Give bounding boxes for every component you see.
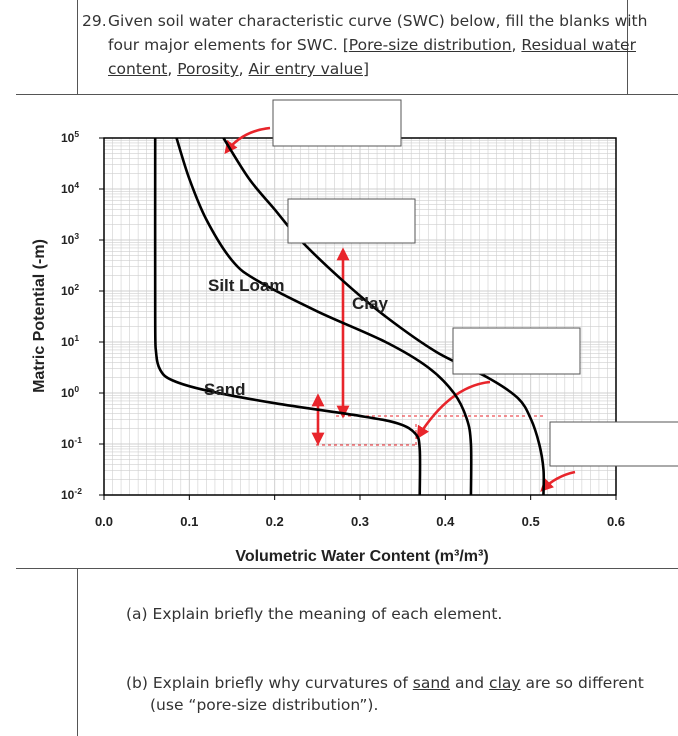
blank-box-1 [273, 100, 401, 146]
part-b-sand: sand [412, 674, 451, 692]
x-tick-label: 0.4 [436, 514, 455, 529]
part-b-line2: (use “pore-size distribution”). [150, 696, 379, 714]
y-tick-label: $10^1$ [61, 333, 80, 349]
arrow-blank-1 [226, 128, 270, 152]
question-number: 29. [82, 12, 107, 30]
x-tick-label: 0.0 [94, 514, 114, 529]
labels [204, 276, 388, 399]
y-tick-label: $10^{-1}$ [61, 435, 82, 451]
option-residual: Residual water content [108, 36, 636, 78]
label-sand: Sand [204, 380, 246, 399]
x-tick-label: 0.1 [180, 514, 199, 529]
part-b-clay: clay [489, 674, 521, 692]
arrow-blank-4 [542, 472, 575, 490]
y-tick-label: $10^{-2}$ [61, 486, 82, 502]
question-prompt: Given soil water characteristic curve (SWC) below, fill the blanks with four major elements for SWC. [ [108, 12, 648, 54]
x-tick-label: 0.5 [521, 514, 540, 529]
question-text: 29. Given soil water characteristic curve (SWC) below, fill the blanks with four major elements for SWC. [Pore-size distribution, Residual water content, Porosity, Air entry value] [108, 9, 668, 81]
y-tick-label: $10^5$ [61, 129, 80, 145]
y-tick-label: $10^4$ [61, 180, 80, 196]
x-axis-title: Volumetric Water Content (m³/m³) [235, 548, 489, 565]
part-b: (b) Explain briefly why curvatures of sand and clay are so different (use “pore-size distribution”). [126, 674, 644, 714]
blank-box-4 [550, 422, 678, 466]
x-tick-label: 0.3 [350, 514, 370, 529]
x-tick-label: 0.2 [265, 514, 284, 529]
y-tick-label: $10^3$ [61, 231, 80, 247]
blank-box-3 [453, 328, 580, 374]
option-air-entry: Air entry value [248, 60, 363, 78]
y-tick-label: $10^2$ [61, 282, 80, 298]
annotations [226, 128, 575, 490]
option-porosity: Porosity [177, 60, 239, 78]
blank-box-2 [288, 199, 415, 243]
label-clay: Clay [352, 294, 388, 313]
x-tick-label: 0.6 [606, 514, 626, 529]
y-axis-title: Matric Potential (-m) [31, 239, 48, 393]
y-tick-label: $10^0$ [61, 384, 80, 400]
part-a: (a) Explain briefly the meaning of each element. [126, 605, 503, 623]
label-silt-loam: Silt Loam [208, 276, 285, 295]
option-pore-size: Pore-size distribution [348, 36, 512, 54]
